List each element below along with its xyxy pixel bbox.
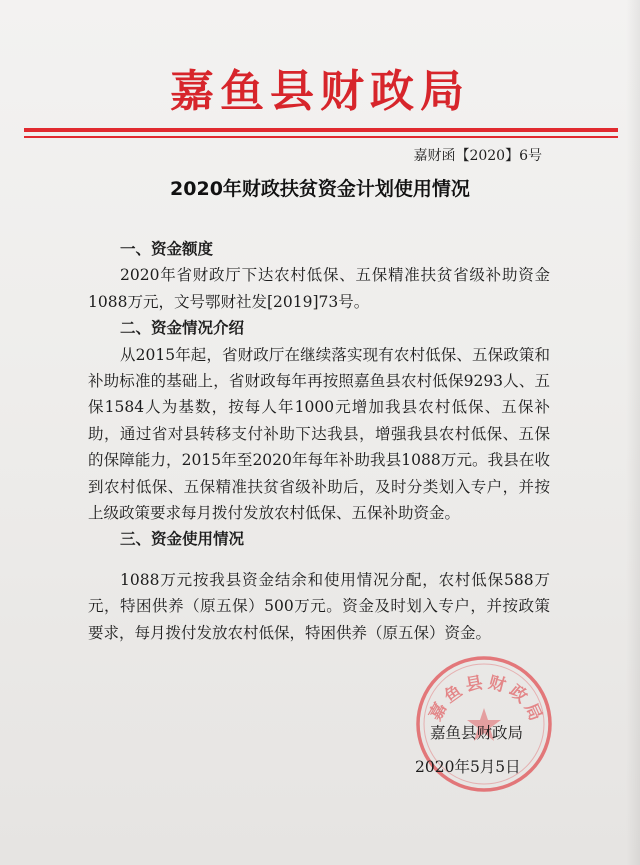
- section-3-paragraph: 1088万元按我县资金结余和使用情况分配，农村低保588万元，特困供养（原五保）500万元。资金及时划入专户，并按政策要求，每月拨付发放农村低保，特困供养（原五保）资金。: [88, 570, 550, 642]
- signature-organization: 嘉鱼县财政局: [430, 724, 524, 742]
- document-number: 嘉财函【2020】6号: [413, 148, 542, 164]
- section-spacer: [88, 553, 550, 567]
- section-1-paragraph: 2020年省财政厅下达农村低保、五保精准扶贫省级补助资金1088万元，文号鄂财社发[2019]73号。: [88, 266, 550, 311]
- letterhead-title: 嘉鱼县财政局: [170, 66, 470, 117]
- section-heading-1: 一、资金额度: [120, 240, 214, 258]
- document-title: 2020年财政扶贫资金计划使用情况: [170, 178, 470, 200]
- section-heading-3: 三、资金使用情况: [120, 530, 245, 549]
- section-2-paragraph: 从2015年起，省财政厅在继续落实现有农村低保、五保政策和补助标准的基础上，省财政每年再按照嘉鱼县农村低保9293人、五保1584人为基数，按每人年1000元增加我县农村低保、五保补助，通过省对县转移支付补助下达我县，增强我县农村低保、五保的保障能力，2015年至2020年每年补助我县1088万元。我县在收到农村低保、五保精准扶贫省级补助后，及时分类划入专户，并按上级政策要求每月拨付发放农村低保、五保补助资金。: [88, 345, 550, 523]
- document-body: [88, 236, 550, 646]
- signature-date: 2020年5月5日: [415, 758, 521, 776]
- page-edge-shadow: [626, 0, 640, 865]
- seal-arc-text: 嘉鱼县财政局: [425, 672, 548, 728]
- letterhead-rule-thin: [24, 136, 618, 138]
- section-heading-2: 二、资金情况介绍: [120, 319, 245, 338]
- letterhead-rule-thick: [24, 128, 618, 132]
